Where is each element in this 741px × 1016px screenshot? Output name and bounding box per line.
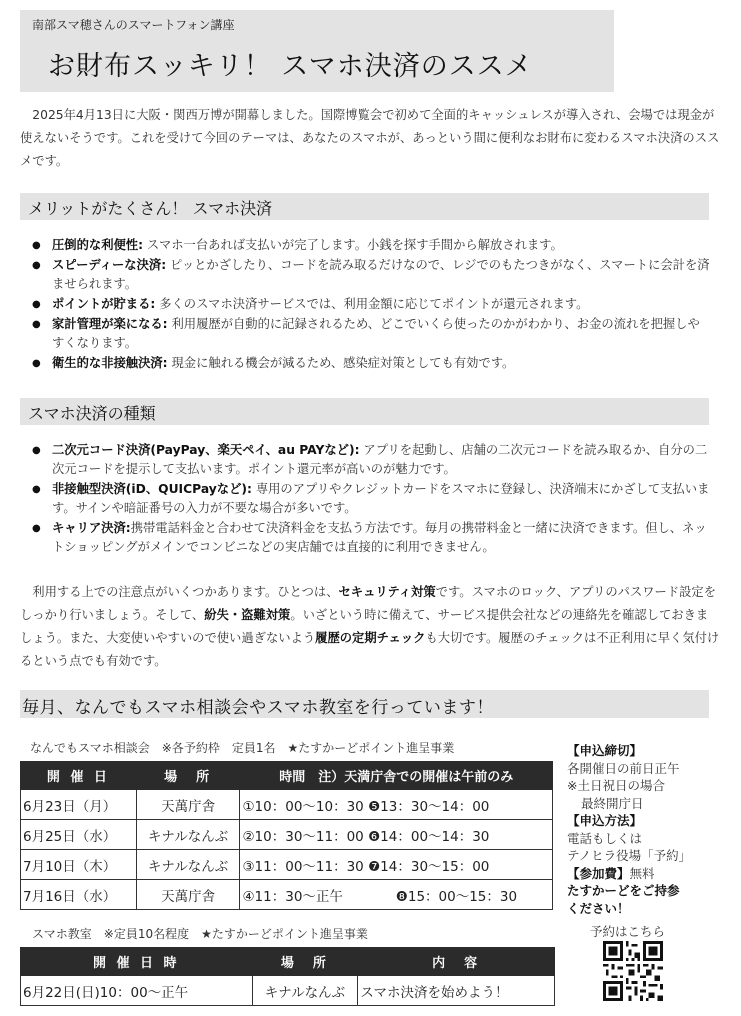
fee-heading: 【参加費】: [567, 865, 630, 881]
application-info: [567, 742, 717, 917]
deadline-note-detail: 最終開庁日: [581, 795, 644, 811]
class-table: [20, 947, 555, 1006]
consult-caption: なんでもスマホ相談会 ※各予約枠 定員1名 ★たすかーどポイント進呈事業: [30, 741, 455, 755]
caution-paragraph: [20, 581, 720, 673]
list-item: [32, 315, 712, 353]
caution-bold-security: セキュリティ対策: [338, 585, 436, 599]
reservation-label: 予約はこちら: [590, 924, 666, 939]
class-caption: スマホ教室 ※定員10名程度 ★たすかーどポイント進呈事業: [32, 927, 368, 941]
consult-table: [20, 761, 553, 910]
list-item: [32, 519, 712, 557]
caution-text-1: 利用する上での注意点がいくつかあります。ひとつは、: [20, 585, 339, 599]
deadline-heading: 【申込締切】: [567, 743, 643, 758]
method-text: 電話もしくは: [567, 830, 643, 846]
slot-morning: ④11：30～正午: [242, 888, 343, 905]
list-item-term: 二次元コード決済(PayPay、楽天ペイ、au PAYなど):: [52, 443, 360, 457]
fee-value: 無料: [629, 865, 655, 881]
intro-paragraph: 2025年4月13日に大阪・関西万博が開幕しました。国際博覧会で初めて全面的キャッシュレスが導入され、会場では現金が使えないそうです。これを受けて今回のテーマは、あなたのスマホが、あっという間に便利なお財布に変わるスマホ決済のススメです。: [20, 108, 720, 168]
list-item: [32, 295, 712, 314]
table-row: [21, 790, 553, 820]
slot-afternoon: ❻14：00～14：30: [368, 828, 490, 845]
list-item-text: 専用のアプリやクレジットカードをスマホに登録し、決済端末にかざして支払います。サインや暗証番号の入力が不要な場合が多いです。: [52, 482, 710, 515]
column-header-place: 場 所: [252, 948, 358, 976]
column-header-datetime: 開 催 日 時: [21, 948, 253, 976]
merits-list: [32, 236, 712, 374]
list-item-text: 携帯電話料金と合わせて決済料金を支払う方法です。毎月の携帯料金と一緒に決済できます。但し、ネットショッピングがメインでコンビニなどの実店舗では直接的に利用できません。: [52, 521, 707, 554]
slot-morning: ①10：00～10：30: [242, 798, 364, 815]
list-item-text: ピッとかざしたり、コードを読み取るだけなので、レジでのもたつきがなく、スマートに会計を済ませられます。: [52, 258, 710, 291]
list-item: [32, 256, 712, 294]
cell-place: キナルなんぶ: [252, 976, 358, 1006]
list-item-text: 多くのスマホ決済サービスでは、利用金額に応じてポイントが還元されます。: [155, 297, 589, 311]
table-row: [21, 820, 553, 850]
deadline-note: ※土日祝日の場合: [567, 778, 665, 793]
merits-section-title: メリットがたくさん！ スマホ決済: [28, 199, 273, 218]
slot-morning: ③11：00～11：30: [242, 858, 364, 875]
column-header-content: 内 容: [358, 948, 555, 976]
caution-text-2: です。スマホのロック、アプリのパスワード設定をしっかり行いましょう。そして、: [20, 585, 717, 622]
list-item-text: 利用履歴が自動的に記録されるため、どこでいくら使ったのかがわかり、お金の流れを把握しやすくなります。: [52, 317, 700, 350]
list-item-term: キャリア決済:: [52, 521, 131, 535]
table-row: [21, 880, 553, 910]
table-header-row: [21, 762, 553, 790]
list-item-term: スピーディーな決済:: [52, 258, 167, 272]
list-item-term: 圧倒的な利便性:: [52, 238, 143, 252]
cell-place: 天萬庁舎: [136, 790, 240, 820]
cell-place: キナルなんぶ: [136, 820, 240, 850]
reservation-qr-code[interactable]: [603, 941, 663, 1001]
cell-time: [240, 790, 553, 820]
cell-place: 天萬庁舎: [136, 880, 240, 910]
slot-morning: ②10：30～11：00: [242, 828, 364, 845]
cell-date: 7月16日（水）: [21, 880, 137, 910]
table-row: [21, 850, 553, 880]
types-section-title: スマホ決済の種類: [28, 404, 156, 423]
slot-afternoon: ❽15：00～15：30: [395, 888, 518, 905]
method-heading: 【申込方法】: [567, 813, 643, 828]
cell-date: 6月23日（月）: [21, 790, 137, 820]
cell-date: 7月10日（木）: [21, 850, 137, 880]
list-item: [32, 441, 712, 479]
cell-time: [240, 850, 553, 880]
cell-time: [240, 880, 553, 910]
cell-place: キナルなんぶ: [136, 850, 240, 880]
list-item-term: ポイントが貯まる:: [52, 297, 156, 311]
list-item: [32, 236, 712, 255]
cell-content: スマホ決済を始めよう！: [358, 976, 555, 1006]
table-header-row: [21, 948, 555, 976]
caution-bold-loss: 紛失・盗難対策: [204, 608, 291, 622]
column-header-date: 開 催 日: [21, 762, 137, 790]
column-header-place: 場 所: [136, 762, 240, 790]
cell-time: [240, 820, 553, 850]
slot-afternoon: ❺13：30～14：00: [368, 798, 490, 815]
list-item-term: 衛生的な非接触決済:: [52, 356, 168, 370]
list-item: [32, 354, 712, 373]
series-title: 南部スマ穂さんのスマートフォン講座: [32, 18, 235, 32]
events-banner-text: 毎月、なんでもスマホ相談会やスマホ教室を行っています！: [22, 698, 494, 718]
column-header-time: 時間 注）天満庁舎での開催は午前のみ: [240, 762, 553, 790]
bring-card-text: たすかーどをご持参: [567, 883, 680, 898]
list-item-text: スマホ一台あれば支払いが完了します。小銭を探す手間から解放されます。: [143, 238, 563, 252]
table-row: [21, 976, 555, 1006]
list-item-text: アプリを起動し、店舗の二次元コードを読み取るか、自分の二次元コードを提示して支払います。ポイント還元率が高いのが魅力です。: [52, 443, 708, 476]
cell-date: 6月25日（水）: [21, 820, 137, 850]
types-list: [32, 441, 712, 558]
page-title: お財布スッキリ！ スマホ決済のススメ: [48, 51, 533, 82]
caution-text-4: も大切です。履歴のチェックは不正利用に早く気付けるという点でも有効です。: [20, 631, 720, 668]
list-item-text: 現金に触れる機会が減るため、感染症対策としても有効です。: [167, 356, 515, 370]
caution-text-3: 。いざという時に備えて、サービス提供会社などの連絡先を確認しておきましょう。また、大変使いやすいので使い過ぎないよう: [20, 608, 709, 645]
method-text-2: テノヒラ役場「予約」: [567, 848, 692, 863]
bring-card-text-2: ください！: [567, 900, 630, 916]
deadline-text: 各開催日の前日正午: [567, 760, 680, 776]
caution-bold-history: 履歴の定期チェック: [315, 631, 426, 645]
slot-afternoon: ❼14：30～15：00: [368, 858, 490, 875]
list-item: [32, 480, 712, 518]
list-item-term: 非接触型決済(iD、QUICPayなど):: [52, 482, 252, 496]
list-item-term: 家計管理が楽になる:: [52, 317, 168, 331]
cell-datetime: 6月22日(日)10：00～正午: [21, 976, 253, 1006]
